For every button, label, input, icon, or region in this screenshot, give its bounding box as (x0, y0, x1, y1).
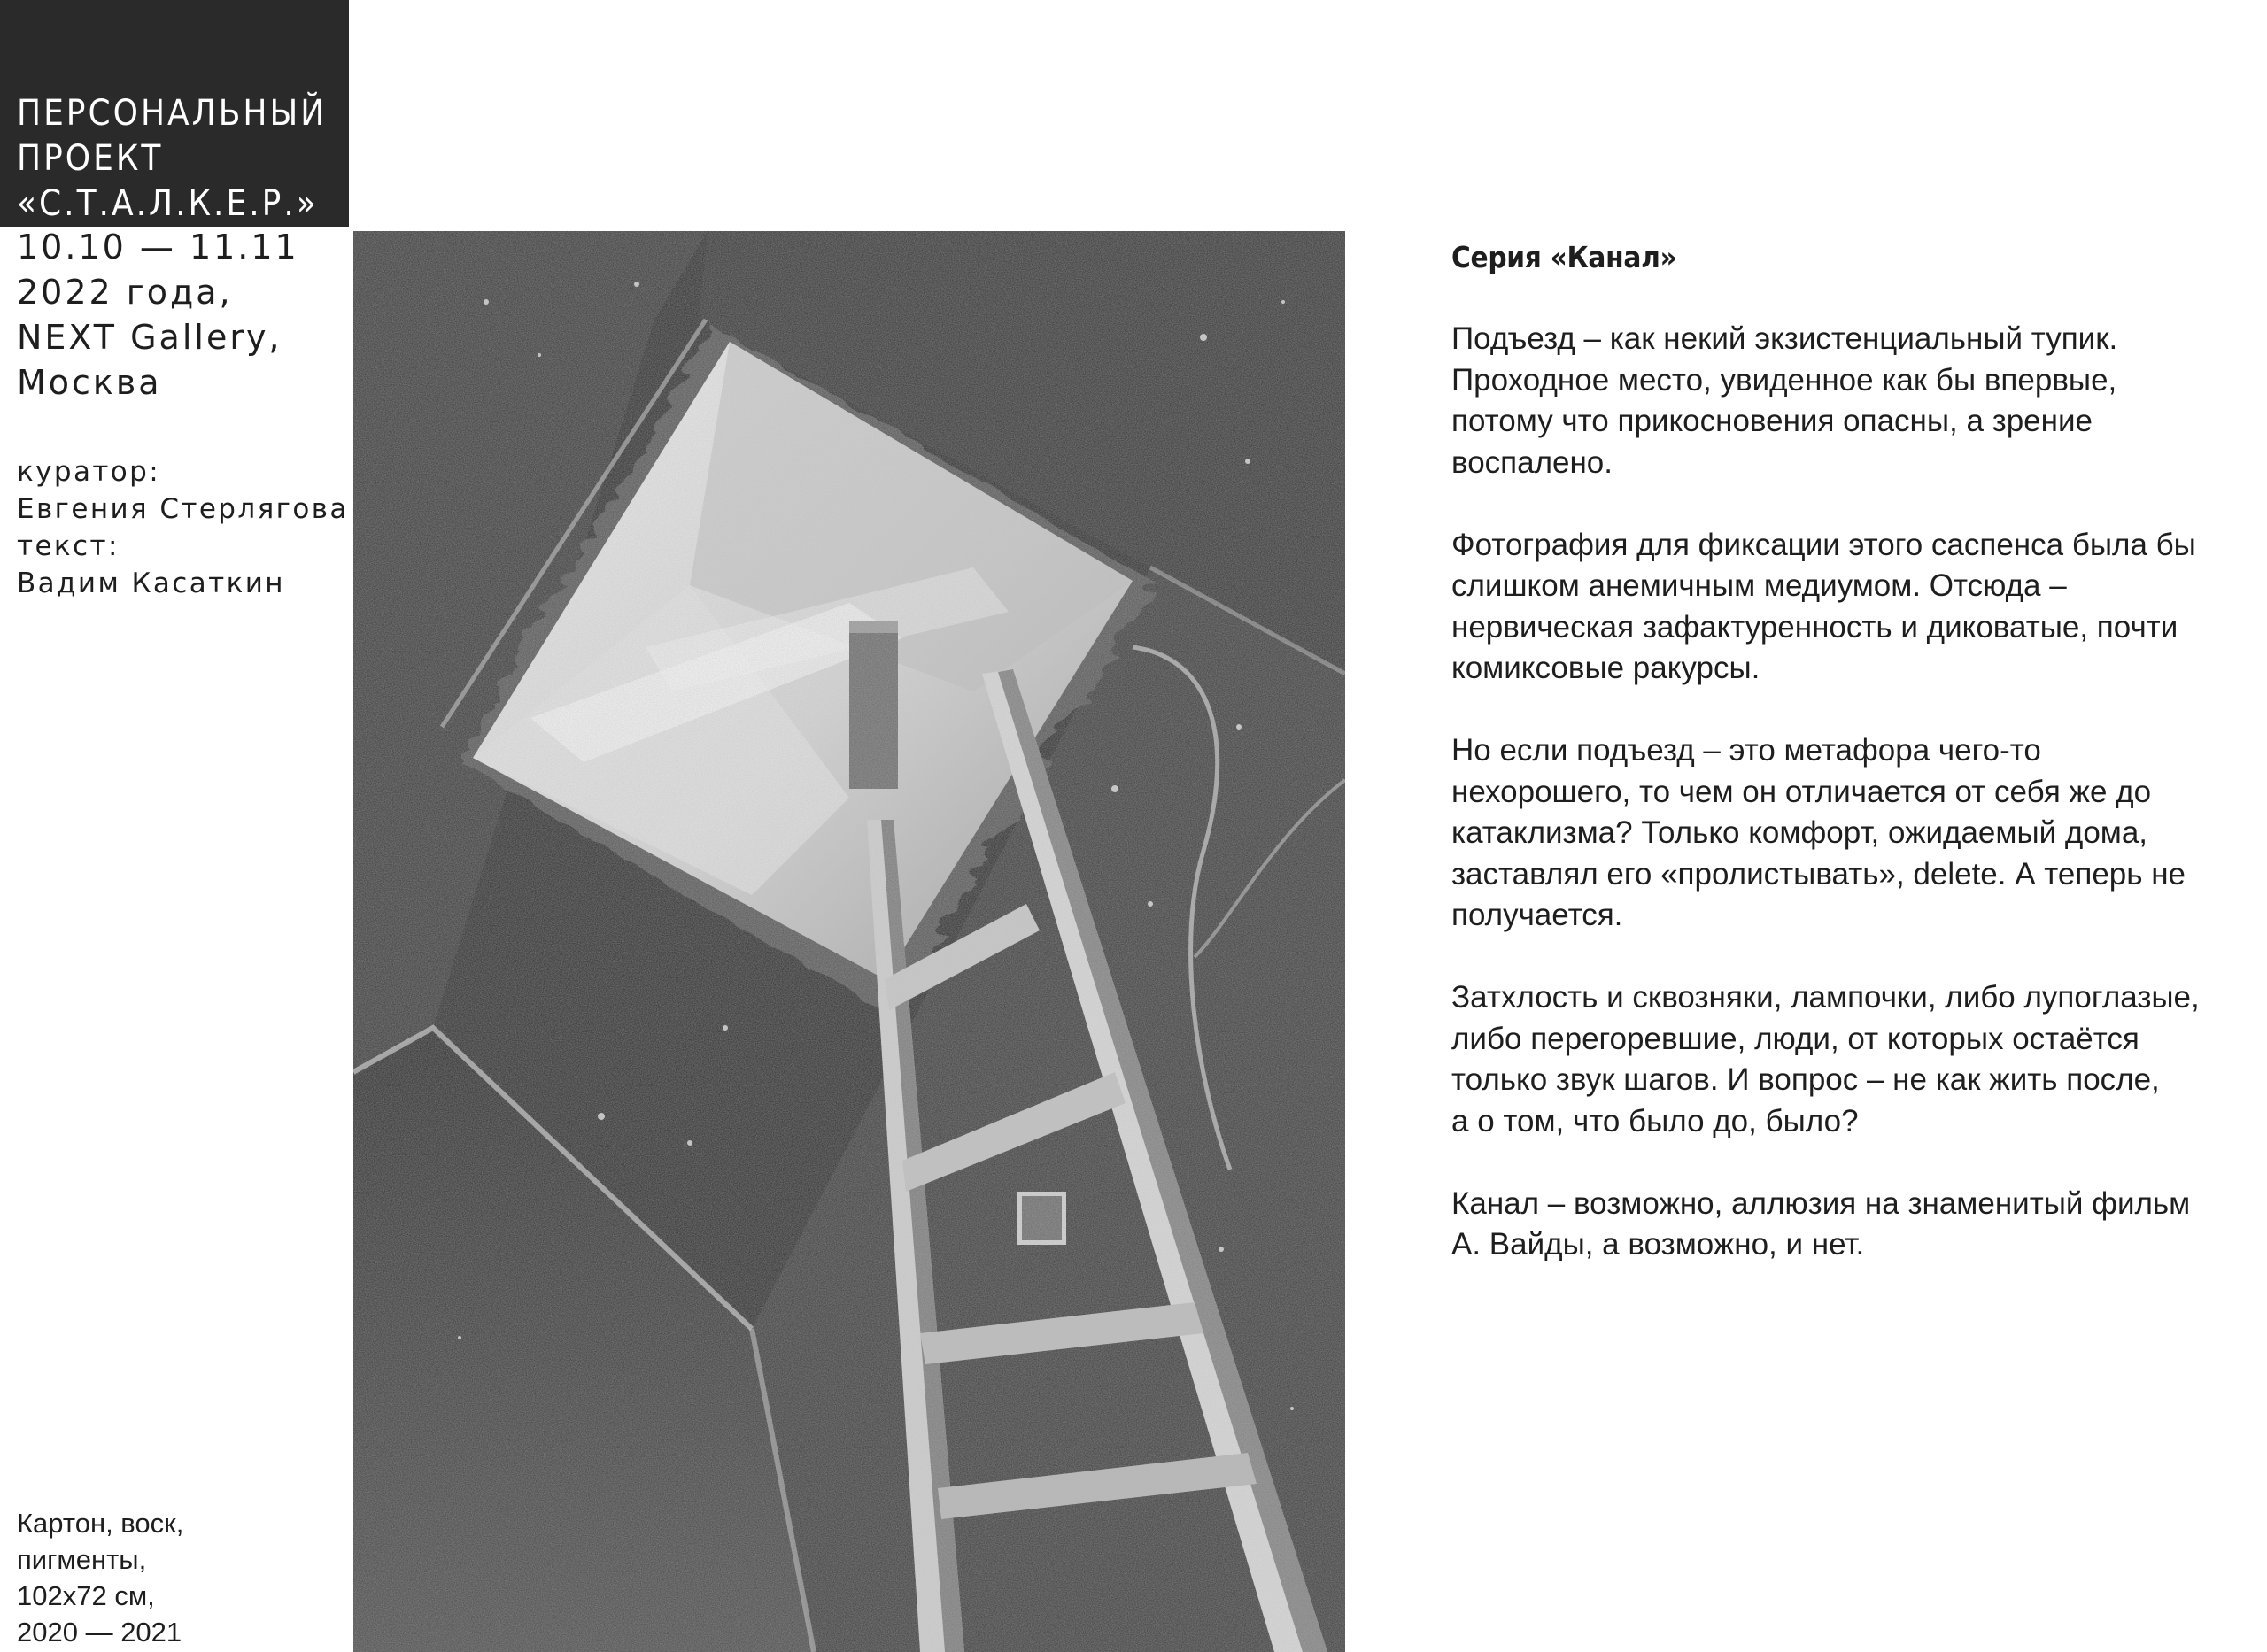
paragraph-line: нехорошего, то чем он отличается от себя же до (1451, 774, 2152, 809)
dates-line: 2022 года, (17, 273, 233, 312)
text-author: Вадим Касаткин (17, 567, 285, 599)
paragraph-line: катаклизма? Только комфорт, ожидаемый дома, (1451, 815, 2148, 850)
paragraph-line: воспалено. (1451, 444, 1613, 480)
paragraph-line: а о том, что было до, было? (1451, 1103, 1859, 1139)
series-title: Серия «Канал» (1451, 240, 1677, 274)
paragraph-line: получается. (1451, 898, 1623, 932)
caption-line: 102х72 см, (17, 1580, 155, 1611)
caption-line: Картон, воск, (17, 1508, 184, 1539)
article-text (1451, 237, 2266, 1307)
paragraph-line: комиксовые ракурсы. (1451, 651, 1760, 685)
exhibition-dates (17, 225, 344, 405)
artwork-drawing (353, 231, 1345, 1652)
caption-line: 2020 — 2021 (17, 1617, 182, 1648)
paragraph-line: либо перегоревшие, люди, от которых остаётся (1451, 1021, 2139, 1056)
credits (17, 453, 349, 602)
paragraph-line: Канал – возможно, аллюзия на знаменитый фильм (1451, 1185, 2191, 1221)
article-paragraph (1451, 977, 2266, 1142)
project-title-line: ПЕРСОНАЛЬНЫЙ (17, 93, 328, 134)
article-paragraph (1451, 1184, 2266, 1266)
text-label: текст: (17, 530, 120, 562)
paragraph-line: Подъезд – как некий экзистенциальный тупик. (1451, 321, 2118, 356)
paragraph-line: потому что прикосновения опасны, а зрение (1451, 404, 2093, 438)
caption-line: пигменты, (17, 1544, 147, 1575)
curator-label: куратор: (17, 456, 161, 488)
article-paragraph (1451, 730, 2266, 937)
paragraph-line: А. Вайды, а возможно, и нет. (1451, 1227, 1865, 1262)
project-title-block (0, 0, 349, 227)
city-line: Москва (17, 363, 162, 402)
artwork-caption (17, 1505, 183, 1650)
paragraph-line: Но если подъезд – это метафора чего-то (1451, 733, 2041, 768)
paragraph-line: только звук шагов. И вопрос – не как жить после, (1451, 1062, 2160, 1097)
paragraph-line: нервическая зафактуренность и диковатые, почти (1451, 609, 2178, 645)
venue-line: NEXT Gallery, (17, 318, 282, 357)
paragraph-line: Фотография для фиксации этого саспенса была бы (1451, 527, 2196, 562)
project-title-line: ПРОЕКТ (17, 138, 164, 179)
curator-name: Евгения Стерлягова (17, 493, 349, 525)
article-paragraph (1451, 525, 2266, 690)
paragraph-line: Затхлость и сквозняки, лампочки, либо лупоглазые, (1451, 980, 2200, 1015)
dates-line: 10.10 — 11.11 (17, 228, 299, 266)
project-title-line: «С.Т.А.Л.К.Е.Р.» (17, 183, 319, 224)
paragraph-line: Проходное место, увиденное как бы впервые, (1451, 362, 2117, 398)
paragraph-line: заставлял его «пролистывать», delete. А теперь не (1451, 856, 2186, 892)
paragraph-line: слишком анемичным медиумом. Отсюда – (1451, 568, 2067, 603)
article-paragraph (1451, 319, 2266, 483)
artwork-image (353, 231, 1345, 1652)
